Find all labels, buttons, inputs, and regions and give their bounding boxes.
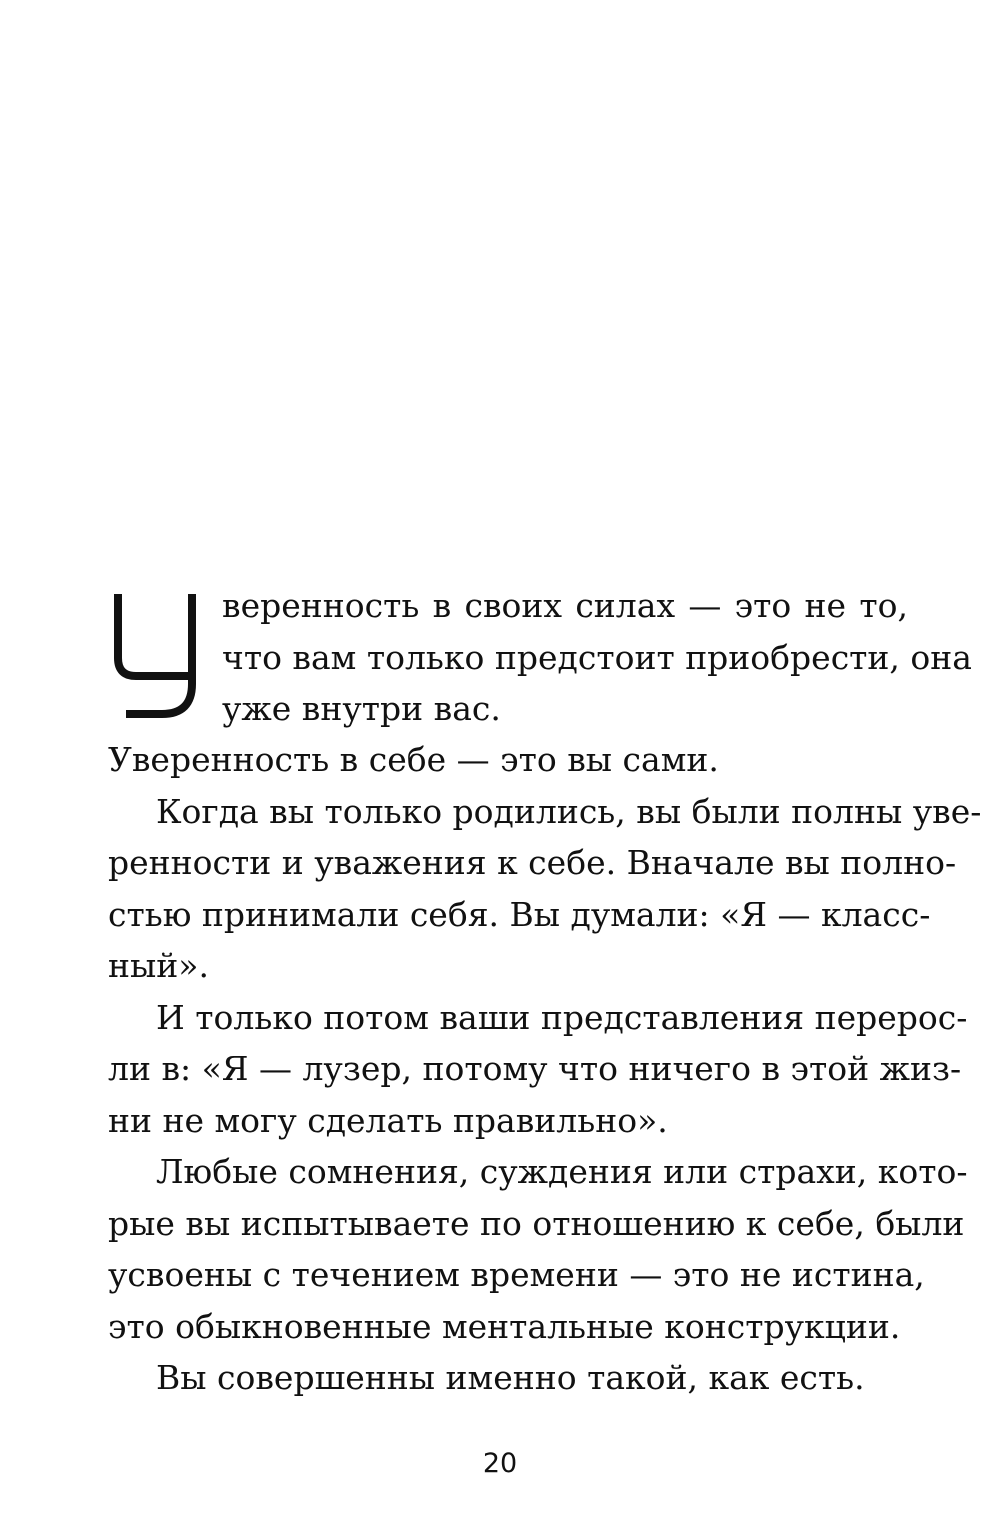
paragraph-2 bbox=[108, 734, 908, 786]
paragraph-3 bbox=[108, 786, 982, 992]
page-number: 20 bbox=[482, 1448, 518, 1479]
text-line: ренности и уважения к себе. Вначале вы полно- bbox=[108, 843, 957, 882]
text-line: усвоены с течением времени — это не истина, bbox=[108, 1255, 925, 1294]
body-text bbox=[108, 580, 982, 1404]
text-line: что вам только предстоит приобрести, она bbox=[222, 637, 972, 677]
text-line: Когда вы только родились, вы были полны уве- bbox=[156, 791, 982, 831]
text-line: стью принимали себя. Вы думали: «Я — класс- bbox=[108, 894, 931, 934]
text-line: Уверенность в себе — это вы сами. bbox=[108, 740, 719, 779]
text-line: Вы совершенны именно такой, как есть. bbox=[156, 1358, 865, 1397]
drop-cap bbox=[112, 594, 196, 718]
text-line: уже внутри вас. bbox=[222, 689, 501, 728]
text-line: ни не могу сделать правильно». bbox=[108, 1100, 668, 1140]
paragraph-1 bbox=[222, 580, 972, 735]
opening-paragraph bbox=[108, 580, 972, 734]
paragraph-6 bbox=[108, 1352, 908, 1404]
text-line: это обыкновенные ментальные конструкции. bbox=[108, 1306, 901, 1346]
text-line: веренность в своих силах — это не то, bbox=[222, 586, 908, 625]
text-line: рые вы испытываете по отношению к себе, были bbox=[108, 1203, 965, 1243]
paragraph-4 bbox=[108, 992, 968, 1147]
text-line: ли в: «Я — лузер, потому что ничего в этой жиз- bbox=[108, 1049, 962, 1088]
paragraph-5 bbox=[108, 1146, 968, 1352]
text-line: И только потом ваши представления перерос- bbox=[156, 997, 968, 1037]
text-line: ный». bbox=[108, 946, 209, 985]
text-line: Любые сомнения, суждения или страхи, кото- bbox=[156, 1152, 968, 1191]
